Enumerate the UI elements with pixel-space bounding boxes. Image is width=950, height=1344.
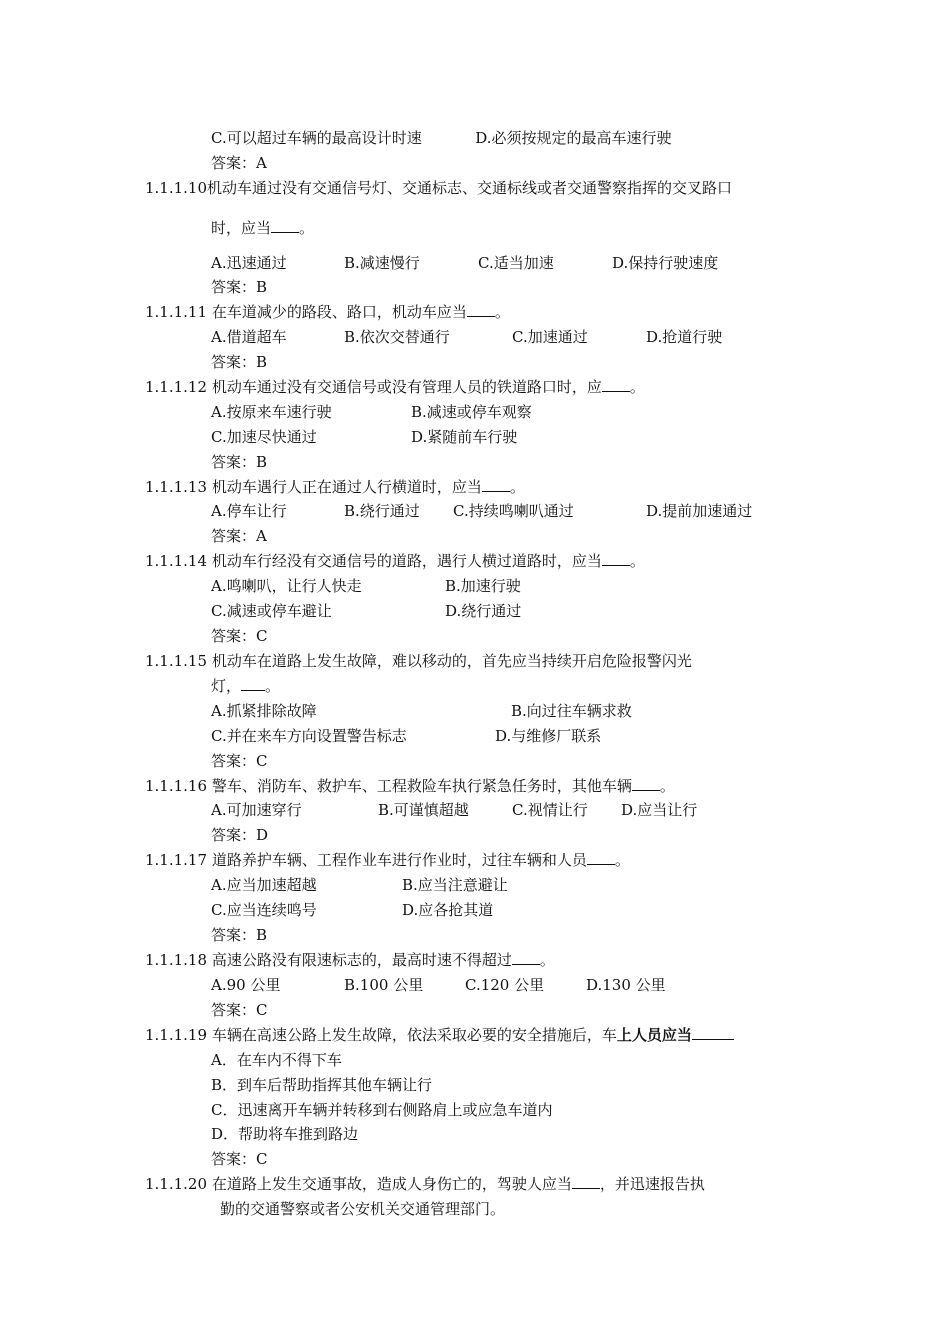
- q11-option-c: C.加速通过: [512, 328, 588, 346]
- q19-option-a: A．在车内不得下车: [211, 1051, 342, 1069]
- q12-text: 机动车通过没有交通信号或没有管理人员的铁道路口时，应: [211, 378, 602, 396]
- q12-options-ab: [211, 402, 532, 422]
- q15-number: 1.1.1.15: [145, 652, 208, 670]
- q12-end: 。: [629, 378, 645, 396]
- q10-option-d: D.保持行驶速度: [612, 254, 719, 272]
- q17-option-a: A.应当加速超越: [211, 876, 317, 894]
- q19-option-b: B．到车后帮助指挥其他车辆让行: [211, 1076, 433, 1094]
- q20-text-after: ，并迅速报告执: [599, 1175, 705, 1193]
- q17-question: [145, 850, 630, 870]
- q12-option-b: B.减速或停车观察: [411, 403, 532, 421]
- q10-option-a: A.迅速通过: [211, 254, 287, 272]
- q13-option-a: A.停车让行: [211, 502, 287, 520]
- q12-question: [145, 377, 645, 397]
- q12-option-a: A.按原来车速行驶: [211, 403, 332, 421]
- q17-option-d: D.应各抢其道: [402, 901, 494, 919]
- q13-end: 。: [509, 478, 525, 496]
- q15-options-ab: [211, 701, 632, 721]
- q15-option-c: C.并在来车方向设置警告标志: [211, 727, 407, 745]
- q11-number: 1.1.1.11: [145, 303, 208, 321]
- q12-answer: 答案：B: [211, 453, 268, 471]
- q16-question: [145, 776, 675, 796]
- q19-text-bold: 上人员应当: [616, 1026, 692, 1044]
- q13-number: 1.1.1.13: [145, 478, 208, 496]
- q12-option-d: D.紧随前车行驶: [411, 428, 518, 446]
- q18-option-a: A.90 公里: [211, 976, 281, 994]
- q17-options-cd: [211, 900, 493, 920]
- q17-option-c: C.应当连续鸣号: [211, 901, 317, 919]
- q11-text: 在车道减少的路段、路口，机动车应当: [211, 303, 467, 321]
- q13-option-b: B.绕行通过: [344, 502, 420, 520]
- q9-answer: 答案：A: [211, 154, 267, 172]
- q9-option-d: D.必须按规定的最高车速行驶: [475, 129, 672, 147]
- q14-text: 机动车行经没有交通信号的道路，遇行人横过道路时，应当: [211, 552, 602, 570]
- q12-number: 1.1.1.12: [145, 378, 208, 396]
- q18-end: 。: [539, 951, 555, 969]
- q10-blank: [271, 218, 299, 233]
- q10-text: 机动车通过没有交通信号灯、交通标志、交通标线或者交通警察指挥的交叉路口: [207, 179, 733, 197]
- q16-text: 警车、消防车、救护车、工程救险车执行紧急任务时，其他车辆: [211, 777, 632, 795]
- q15-text2: 灯，: [211, 677, 242, 695]
- q18-answer: 答案：C: [211, 1001, 268, 1019]
- q10-question-cont: [211, 218, 314, 238]
- q13-text: 机动车遇行人正在通过人行横道时，应当: [211, 478, 482, 496]
- q18-question: [145, 950, 555, 970]
- q19-question: [145, 1025, 734, 1045]
- q13-option-d: D.提前加速通过: [646, 502, 753, 520]
- q15-option-d: D.与维修厂联系: [495, 727, 602, 745]
- q20-question: [145, 1174, 705, 1194]
- q16-option-a: A.可加速穿行: [211, 801, 302, 819]
- q15-text: 机动车在道路上发生故障，难以移动的，首先应当持续开启危险报警闪光: [211, 652, 692, 670]
- q15-option-b: B.向过往车辆求救: [511, 702, 632, 720]
- q11-question: [145, 302, 510, 322]
- q18-option-c: C.120 公里: [465, 976, 545, 994]
- q17-number: 1.1.1.17: [145, 851, 208, 869]
- q16-option-c: C.视情让行: [512, 801, 588, 819]
- q10-text2: 时，应当: [211, 219, 272, 237]
- q16-answer: 答案：D: [211, 826, 269, 844]
- q19-option-c: C．迅速离开车辆并转移到右侧路肩上或应急车道内: [211, 1101, 553, 1119]
- q13-option-c: C.持续鸣喇叭通过: [453, 502, 574, 520]
- q10-question: [145, 178, 732, 198]
- q14-option-d: D.绕行通过: [445, 602, 522, 620]
- q19-text: 车辆在高速公路上发生故障，依法采取必要的安全措施后，车: [211, 1026, 617, 1044]
- q17-answer: 答案：B: [211, 926, 268, 944]
- q10-answer: 答案：B: [211, 278, 268, 296]
- q19-blank: [692, 1025, 734, 1040]
- q19-number: 1.1.1.19: [145, 1026, 208, 1044]
- q14-options-cd: [211, 601, 521, 621]
- q14-blank: [602, 551, 630, 566]
- q14-options-ab: [211, 576, 521, 596]
- q12-blank: [602, 377, 630, 392]
- q10-number: 1.1.1.10: [145, 179, 208, 197]
- q17-text: 道路养护车辆、工程作业车进行作业时，过往车辆和人员: [211, 851, 587, 869]
- q20-blank: [572, 1174, 600, 1189]
- q14-option-b: B.加速行驶: [445, 577, 521, 595]
- q15-blank: [241, 676, 265, 691]
- q14-number: 1.1.1.14: [145, 552, 208, 570]
- q11-options: [211, 327, 722, 347]
- q14-answer: 答案：C: [211, 627, 268, 645]
- q9-option-c: C.可以超过车辆的最高设计时速: [211, 129, 422, 147]
- q13-blank: [482, 477, 510, 492]
- q18-option-b: B.100 公里: [344, 976, 424, 994]
- q15-question: [145, 651, 692, 671]
- q14-option-a: A.鸣喇叭，让行人快走: [211, 577, 362, 595]
- q14-question: [145, 551, 645, 571]
- q13-question: [145, 477, 525, 497]
- q18-text: 高速公路没有限速标志的，最高时速不得超过: [211, 951, 512, 969]
- q10-option-b: B.减速慢行: [344, 254, 420, 272]
- q17-options-ab: [211, 875, 508, 895]
- q11-option-b: B.依次交替通行: [344, 328, 450, 346]
- q16-number: 1.1.1.16: [145, 777, 208, 795]
- q18-option-d: D.130 公里: [586, 976, 666, 994]
- q11-option-d: D.抢道行驶: [646, 328, 723, 346]
- q15-question-cont: [211, 676, 280, 696]
- q9-options-cd: [211, 128, 672, 148]
- q16-option-b: B.可谨慎超越: [378, 801, 469, 819]
- q11-end: 。: [494, 303, 510, 321]
- q18-number: 1.1.1.18: [145, 951, 208, 969]
- q19-option-d: D．帮助将车推到路边: [211, 1125, 359, 1143]
- q16-options: [211, 800, 697, 820]
- q12-option-c: C.加速尽快通过: [211, 428, 317, 446]
- q11-blank: [467, 302, 495, 317]
- q17-option-b: B.应当注意避让: [402, 876, 508, 894]
- q16-end: 。: [659, 777, 675, 795]
- q17-blank: [587, 850, 615, 865]
- q15-end: 。: [265, 677, 281, 695]
- q20-text: 在道路上发生交通事故，造成人身伤亡的，驾驶人应当: [211, 1175, 572, 1193]
- q10-end: 。: [299, 219, 315, 237]
- q15-options-cd: [211, 726, 601, 746]
- q15-option-a: A.抓紧排除故障: [211, 702, 317, 720]
- q16-blank: [632, 776, 660, 791]
- q16-option-d: D.应当让行: [621, 801, 698, 819]
- q17-end: 。: [614, 851, 630, 869]
- q11-option-a: A.借道超车: [211, 328, 287, 346]
- q20-number: 1.1.1.20: [145, 1175, 208, 1193]
- q15-answer: 答案：C: [211, 752, 268, 770]
- q10-options: [211, 253, 718, 273]
- q12-options-cd: [211, 427, 517, 447]
- q13-options: [211, 501, 752, 521]
- q11-answer: 答案：B: [211, 353, 268, 371]
- q10-option-c: C.适当加速: [478, 254, 554, 272]
- q13-answer: 答案：A: [211, 527, 267, 545]
- q18-blank: [512, 950, 540, 965]
- q14-end: 。: [629, 552, 645, 570]
- q20-question-cont: 勤的交通警察或者公安机关交通管理部门。: [220, 1200, 506, 1218]
- q19-answer: 答案：C: [211, 1150, 268, 1168]
- q18-options: [211, 975, 666, 995]
- q14-option-c: C.减速或停车避让: [211, 602, 332, 620]
